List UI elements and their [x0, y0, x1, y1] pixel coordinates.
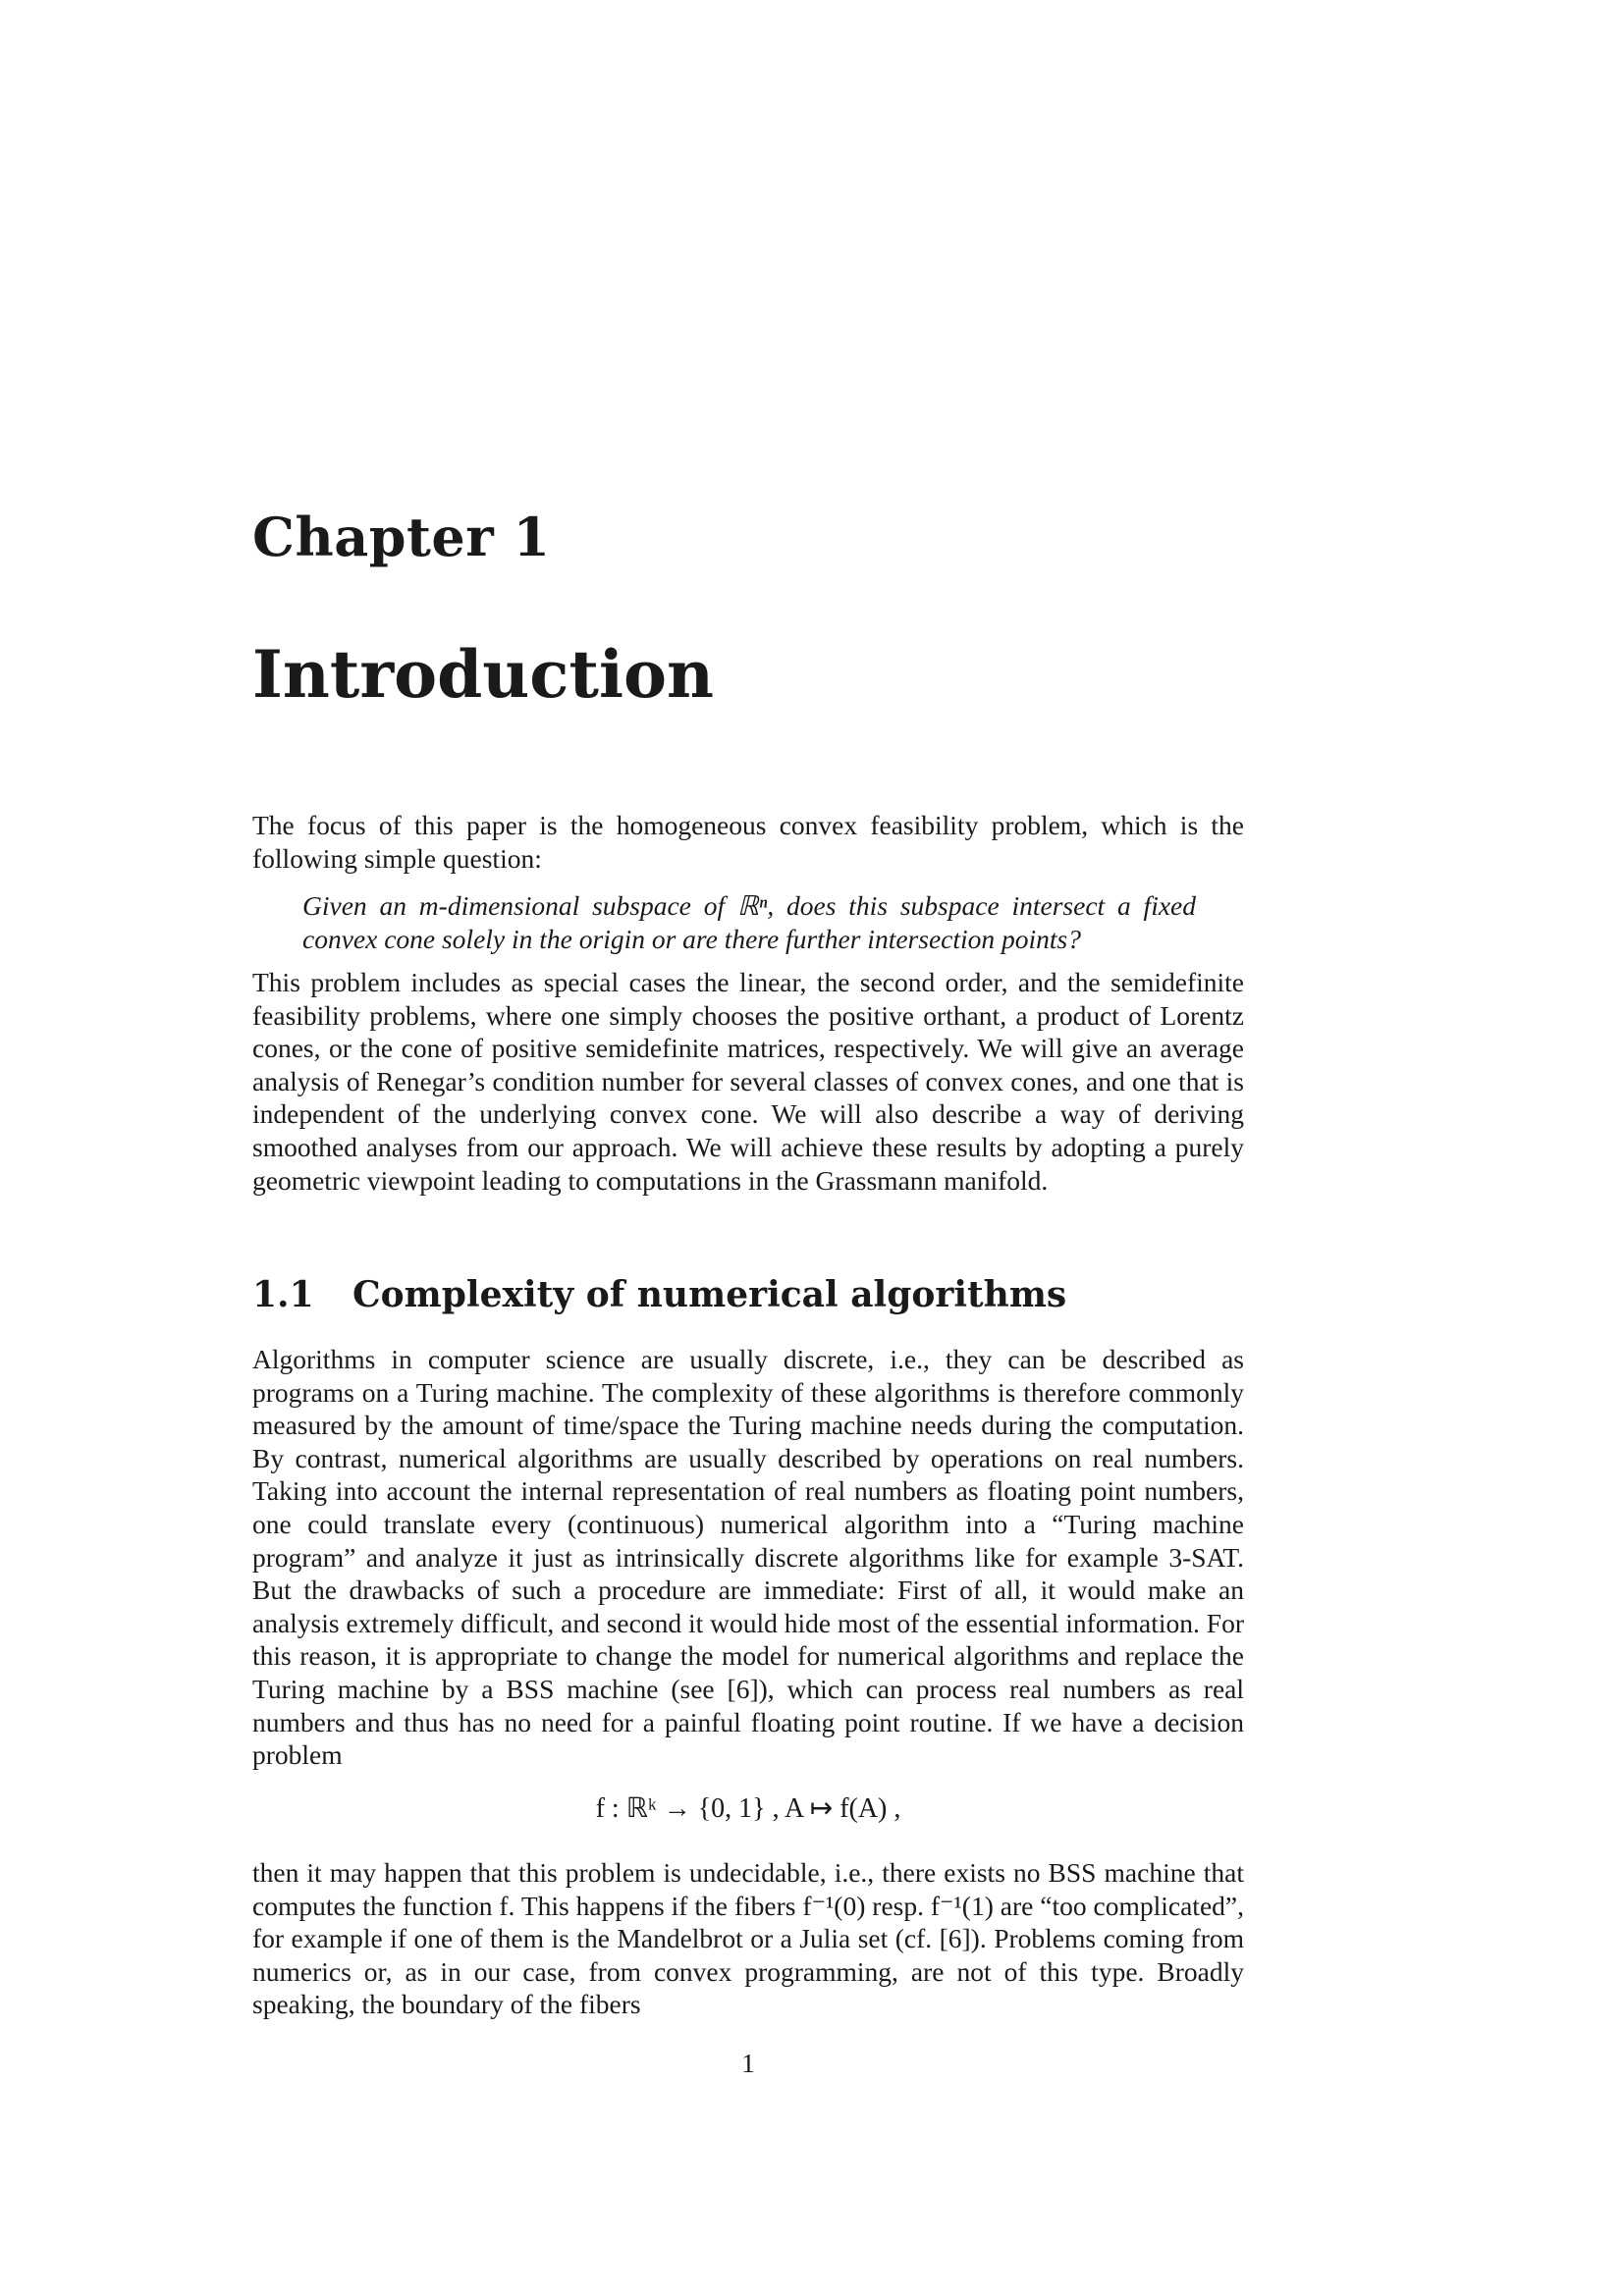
intro-paragraph-2: This problem includes as special cases the linear, the second order, and the semidefinite feasibility problems, where one simply chooses the positive orthant, a product of Lorentz cones, or the cone of positive semidefinite matrices, respectively. We will give an average analysis of Renegar’s condition number for several classes of convex cones, and one that is independent of the underlying convex cone. We will also describe a way of deriving smoothed analyses from our approach. We will achieve these results by adopting a purely geometric viewpoint leading to computations in the Grassmann manifold. [252, 967, 1244, 1196]
section-heading [252, 1273, 1066, 1316]
section-title: Complexity of numerical algorithms [352, 1274, 1067, 1315]
display-equation: f : ℝᵏ → {0, 1} , A ↦ f(A) , [595, 1793, 901, 1824]
intro-paragraph: The focus of this paper is the homogeneous convex feasibility problem, which is the following simple question: [252, 810, 1244, 874]
section-number: 1.1 [252, 1274, 314, 1315]
chapter-label: Chapter 1 [252, 506, 551, 568]
section-paragraph-2: then it may happen that this problem is undecidable, i.e., there exists no BSS machine that computes the function f. This happens if the fibers f⁻¹(0) resp. f⁻¹(1) are “too complicated”, for example if one of them is the Mandelbrot or a Julia set (cf. [6]). Problems coming from numerics or, as in our case, from convex programming, are not of this type. Broadly speaking, the boundary of the fibers [252, 1857, 1244, 2020]
page-number: 1 [741, 2048, 755, 2078]
chapter-title: Introduction [252, 636, 715, 713]
section-paragraph: Algorithms in computer science are usually discrete, i.e., they can be described as programs on a Turing machine. The complexity of these algorithms is therefore commonly measured by the amount of time/space the Turing machine needs during the computation. By contrast, numerical algorithms are usually described by operations on real numbers. Taking into account the internal representation of real numbers as floating point numbers, one could translate every (continuous) numerical algorithm into a “Turing machine program” and analyze it just as intrinsically discrete algorithms like for example 3-SAT. But the drawbacks of such a procedure are immediate: First of all, it would make an analysis extremely difficult, and second it would hide most of the essential information. For this reason, it is appropriate to change the model for numerical algorithms and replace the Turing machine by a BSS machine (see [6]), which can process real numbers as real numbers and thus has no need for a painful floating point routine. If we have a decision problem [252, 1344, 1244, 1771]
question-quote: Given an m-dimensional subspace of ℝⁿ, does this subspace intersect a fixed convex cone solely in the origin or are there further intersection points? [302, 890, 1196, 954]
